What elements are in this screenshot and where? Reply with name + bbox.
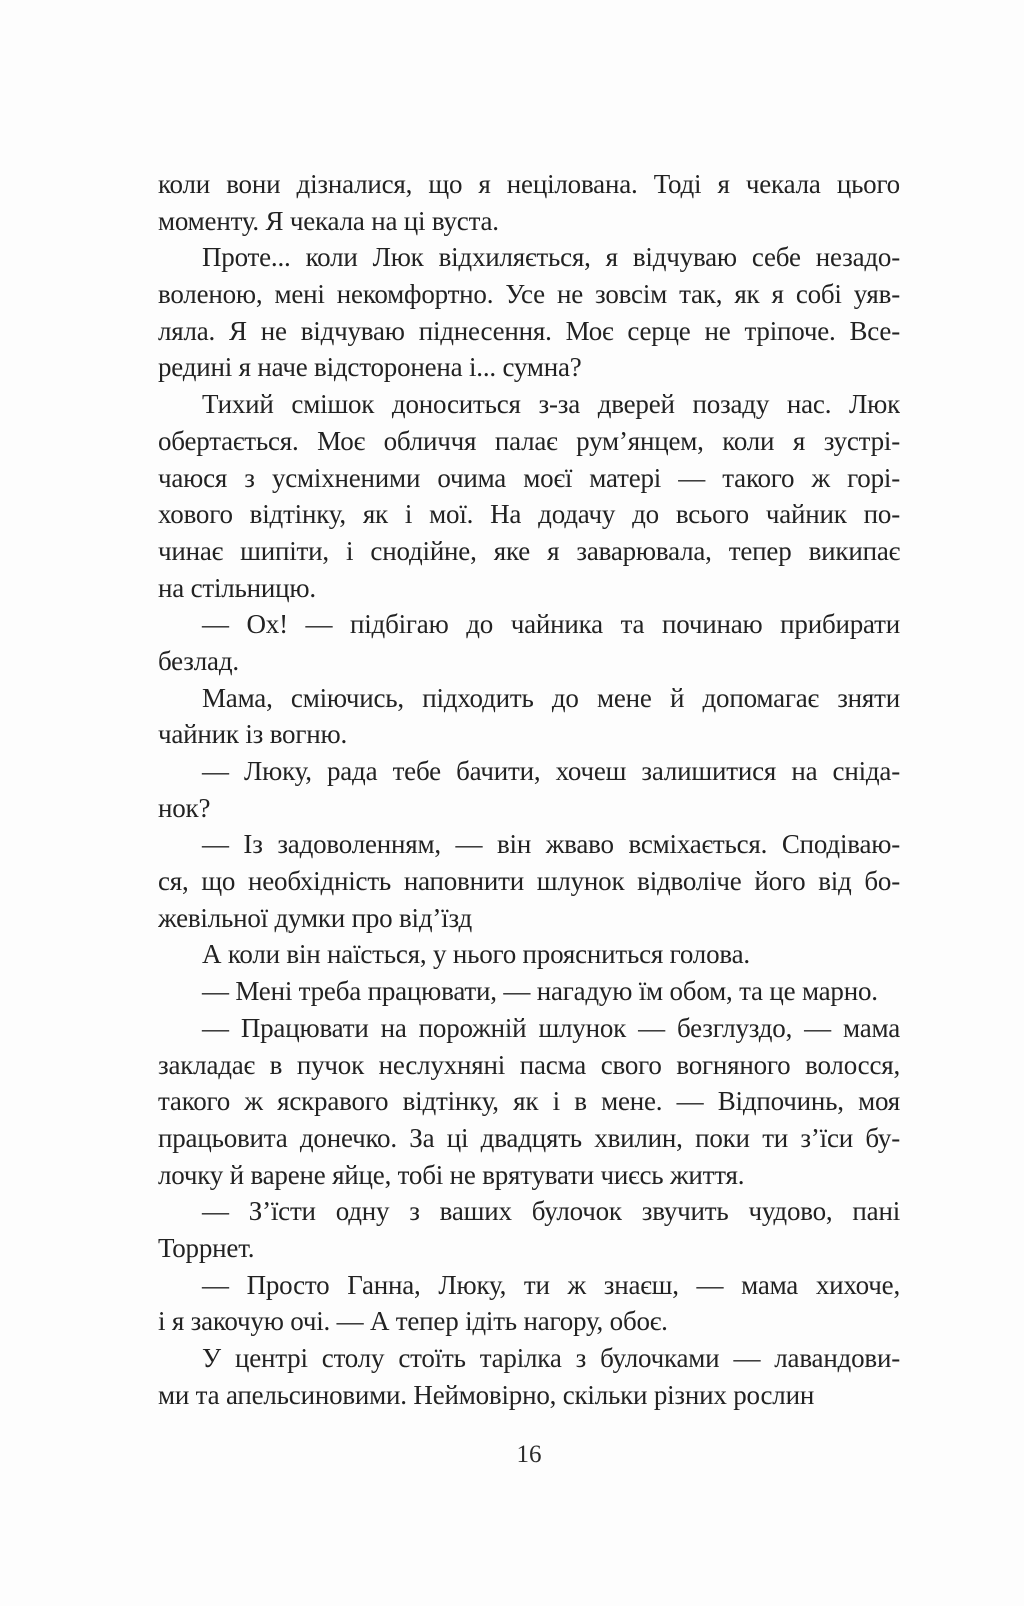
text-line: А коли він наїсться, у нього проясниться голова.	[202, 939, 750, 970]
text-line: редині я наче відсторонена і... сумна?	[158, 352, 582, 383]
text-line: на стільницю.	[158, 572, 316, 603]
text-line: моменту. Я чекала на ці вуста.	[158, 205, 499, 236]
text-line: У центрі столу стоїть тарілка з булочками — лавандови-	[202, 1343, 900, 1373]
text-line: обертається. Моє обличчя палає рум’янцем, коли я зустрі-	[158, 425, 900, 456]
text-line: — Люку, рада тебе бачити, хочеш залишитися на сніда-	[202, 756, 900, 786]
text-line: ляла. Я не відчуваю піднесення. Моє серце не тріпоче. Все-	[158, 315, 900, 346]
text-line: — Із задоволенням, — він жваво всміхається. Сподіваю-	[202, 829, 900, 860]
text-line: Тихий смішок доноситься з-за дверей позаду нас. Люк	[202, 389, 900, 420]
text-line: — Мені треба працювати, — нагадую їм обом, та це марно.	[202, 976, 878, 1007]
text-line: безлад.	[158, 645, 239, 676]
text-line: такого ж яскравого відтінку, як і в мене. — Відпочинь, моя	[158, 1086, 900, 1117]
text-line: воленою, мені некомфортно. Усе не зовсім так, як я собі уяв-	[158, 279, 900, 310]
text-line: жевільної думки про від’їзд	[158, 902, 472, 933]
text-line: лочку й варене яйце, тобі не врятувати чиєсь життя.	[158, 1159, 745, 1190]
text-line: нок?	[158, 792, 211, 823]
text-line: коли вони дізналися, що я нецілована. Тоді я чекала цього	[158, 169, 900, 199]
text-line: закладає в пучок неслухняні пасма свого вогняного волосся,	[158, 1049, 900, 1080]
text-line: працьовита донечко. За ці двадцять хвилин, поки ти з’їси бу-	[158, 1122, 900, 1153]
text-line: Торрнет.	[158, 1232, 255, 1263]
text-line: — Ох! — підбігаю до чайника та починаю прибирати	[202, 609, 900, 640]
text-line: Проте... коли Люк відхиляється, я відчуваю себе незадо-	[202, 242, 900, 273]
text-line: і я закочую очі. — А тепер ідіть нагору, обоє.	[158, 1306, 668, 1337]
text-block	[158, 166, 900, 1413]
text-line: чайник із вогню.	[158, 719, 348, 750]
text-line: — Працювати на порожній шлунок — безглуздо, — мама	[202, 1012, 900, 1043]
text-line: ми та апельсиновими. Неймовірно, скільки різних рослин	[158, 1379, 815, 1410]
text-line: чинає шипіти, і снодійне, яке я заварювала, тепер википає	[158, 535, 900, 566]
text-line: — З’їсти одну з ваших булочок звучить чудово, пані	[202, 1196, 900, 1227]
text-line: Мама, сміючись, підходить до мене й допомагає зняти	[202, 682, 900, 713]
page-number: 16	[516, 1441, 542, 1468]
text-line: хового відтінку, як і мої. На додачу до всього чайник по-	[158, 499, 900, 530]
text-line: — Просто Ганна, Люку, ти ж знаєш, — мама хихоче,	[202, 1269, 900, 1300]
text-line: чаюся з усміхненими очима моєї матері — такого ж горі-	[158, 462, 900, 493]
text-line: ся, що необхідність наповнити шлунок відволіче його від бо-	[158, 866, 900, 897]
